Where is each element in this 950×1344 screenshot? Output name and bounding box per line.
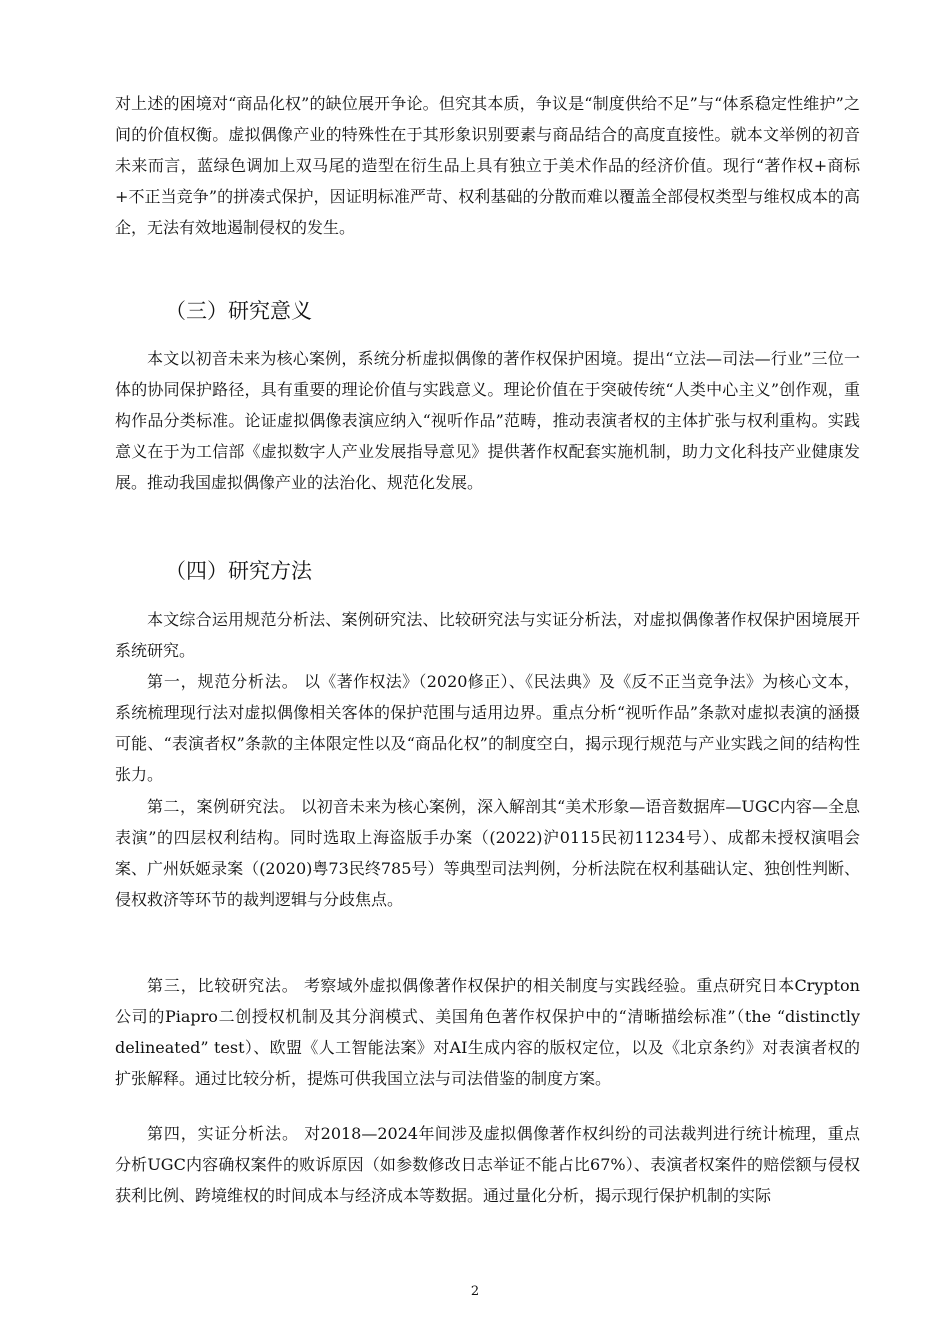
- paragraph-problem-summary: 对上述的困境对“商品化权”的缺位展开争论。但究其本质，争议是“制度供给不足”与“体系稳定性维护”之间的价值权衡。虚拟偶像产业的特殊性在于其形象识别要素与商品结合的高度直接性。就本文举例的初音未来而言，蓝绿色调加上双马尾的造型在衍生品上具有独立于美术作品的经济价值。现行“著作权+商标+不正当竞争”的拼凑式保护，因证明标准严苛、权利基础的分散而难以覆盖全部侵权类型与维权成本的高企，无法有效地遏制侵权的发生。: [115, 94, 860, 237]
- method-lead-normative: 第一，规范分析法。: [147, 672, 299, 691]
- method-lead-case-study: 第二，案例研究法。: [147, 797, 296, 816]
- section-heading-research-methods: （四）研究方法: [165, 559, 312, 583]
- method-text-comparative: 考察域外虚拟偶像著作权保护的相关制度与实践经验。重点研究日本Crypton公司的Piapro二创授权机制及其分润模式、美国角色著作权保护中的“清晰描绘标准”（the “distinctly delineated” test）、欧盟《人工智能法案》对AI生成内容的版权定位，以及《北京条约》对表演者权的扩张解释。通过比较分析，提炼可供我国立法与司法借鉴的制度方案。: [115, 976, 860, 1088]
- paragraph-comparative-study: [115, 970, 860, 1094]
- page-number: 2: [470, 1284, 480, 1299]
- paragraph-empirical-analysis: [115, 1118, 860, 1211]
- method-text-case-study: 以初音未来为核心案例，深入解剖其“美术形象—语音数据库—UGC内容—全息表演”的四层权利结构。同时选取上海盗版手办案（(2022)沪0115民初11234号）、成都未授权演唱会案、广州妖姬录案（(2020)粤73民终785号）等典型司法判例，分析法院在权利基础认定、独创性判断、侵权救济等环节的裁判逻辑与分歧焦点。: [115, 797, 860, 909]
- method-text-empirical: 对2018—2024年间涉及虚拟偶像著作权纠纷的司法裁判进行统计梳理，重点分析UGC内容确权案件的败诉原因（如参数修改日志举证不能占比67%）、表演者权案件的赔偿额与侵权获利比例、跨境维权的时间成本与经济成本等数据。通过量化分析，揭示现行保护机制的实际: [115, 1124, 860, 1205]
- paragraph-normative-analysis: [115, 666, 860, 790]
- paragraph-methods-overview: 本文综合运用规范分析法、案例研究法、比较研究法与实证分析法，对虚拟偶像著作权保护困境展开系统研究。: [115, 610, 860, 660]
- method-text-normative: 以《著作权法》（2020修正）、《民法典》及《反不正当竞争法》为核心文本，系统梳理现行法对虚拟偶像相关客体的保护范围与适用边界。重点分析“视听作品”条款对虚拟表演的涵摄可能、“表演者权”条款的主体限定性以及“商品化权”的制度空白，揭示现行规范与产业实践之间的结构性张力。: [115, 672, 860, 784]
- paragraph-research-significance: 本文以初音未来为核心案例，系统分析虚拟偶像的著作权保护困境。提出“立法—司法—行业”三位一体的协同保护路径，具有重要的理论价值与实践意义。理论价值在于突破传统“人类中心主义”创作观，重构作品分类标准。论证虚拟偶像表演应纳入“视听作品”范畴，推动表演者权的主体扩张与权利重构。实践意义在于为工信部《虚拟数字人产业发展指导意见》提供著作权配套实施机制，助力文化科技产业健康发展。推动我国虚拟偶像产业的法治化、规范化发展。: [115, 349, 860, 492]
- method-lead-empirical: 第四，实证分析法。: [147, 1124, 299, 1143]
- paragraph-case-study: [115, 791, 860, 915]
- method-lead-comparative: 第三，比较研究法。: [147, 976, 299, 995]
- section-heading-research-significance: （三）研究意义: [165, 299, 312, 323]
